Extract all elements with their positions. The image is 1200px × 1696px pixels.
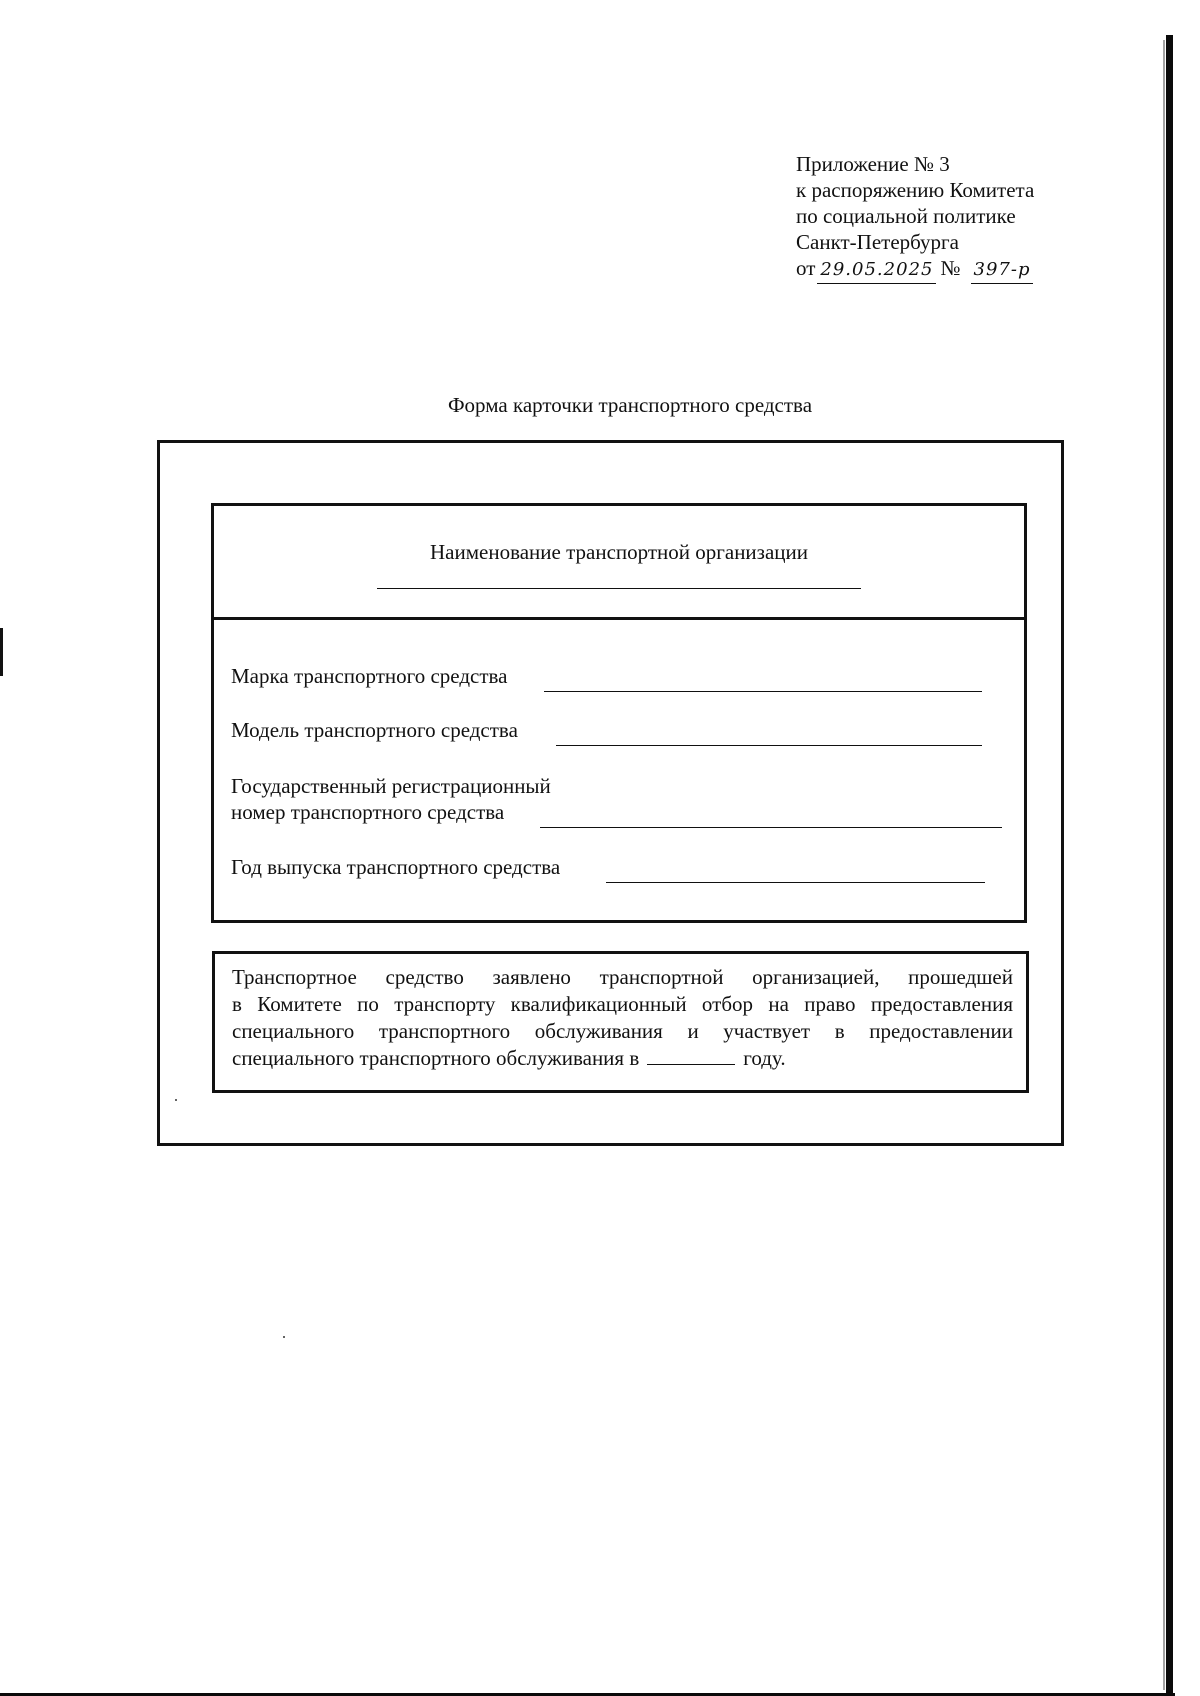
notice-text [232,964,1013,1072]
vehicle-fields-box [211,617,1027,923]
appendix-date-line [796,255,1034,284]
appendix-number: Приложение № 3 [796,152,950,176]
year-label: Год выпуска транспортного средства [231,855,561,879]
notice-row: специального транспортного обслуживания и участвует в предоставлении [232,1019,1013,1043]
brand-blank[interactable] [544,691,982,692]
scan-mark-left [0,628,3,676]
appendix-city: Санкт-Петербурга [796,230,959,254]
form-title: Форма карточки транспортного средства [447,393,813,417]
brand-label: Марка транспортного средства [231,664,508,688]
organization-name-label: Наименование транспортной организации [430,540,808,564]
model-label: Модель транспортного средства [231,718,518,742]
notice-row-last [232,1045,1013,1072]
year-blank[interactable] [606,882,985,883]
notice-box [212,951,1029,1093]
appendix-order-ref: к распоряжению Комитета [796,178,1035,202]
handwritten-number: 397-р [971,257,1034,284]
model-blank[interactable] [556,745,982,746]
organization-name-blank[interactable] [377,588,861,589]
scan-edge-right-shadow [1163,40,1165,1690]
scan-edge-right [1166,35,1173,1695]
appendix-committee: по социальной политике [796,204,1016,228]
notice-year-blank[interactable] [647,1046,735,1065]
notice-row4-suffix: году. [743,1046,786,1070]
reg-number-blank[interactable] [540,827,1002,828]
organization-name-box [211,503,1027,620]
notice-row: в Комитете по транспорту квалификационный отбор на право предоставления [232,992,1013,1016]
appendix-header [796,151,1034,284]
date-prefix: от [796,256,816,280]
notice-row4-text: специального транспортного обслуживания в [232,1046,640,1070]
reg-number-label-line2: номер транспортного средства [231,800,505,824]
number-sign: № [940,256,961,280]
scan-dot [283,1336,285,1338]
reg-number-label-line1: Государственный регистрационный [231,774,551,798]
notice-row: Транспортное средство заявлено транспортной организацией, прошедшей [232,965,1013,989]
handwritten-date: 29.05.2025 [817,257,936,284]
